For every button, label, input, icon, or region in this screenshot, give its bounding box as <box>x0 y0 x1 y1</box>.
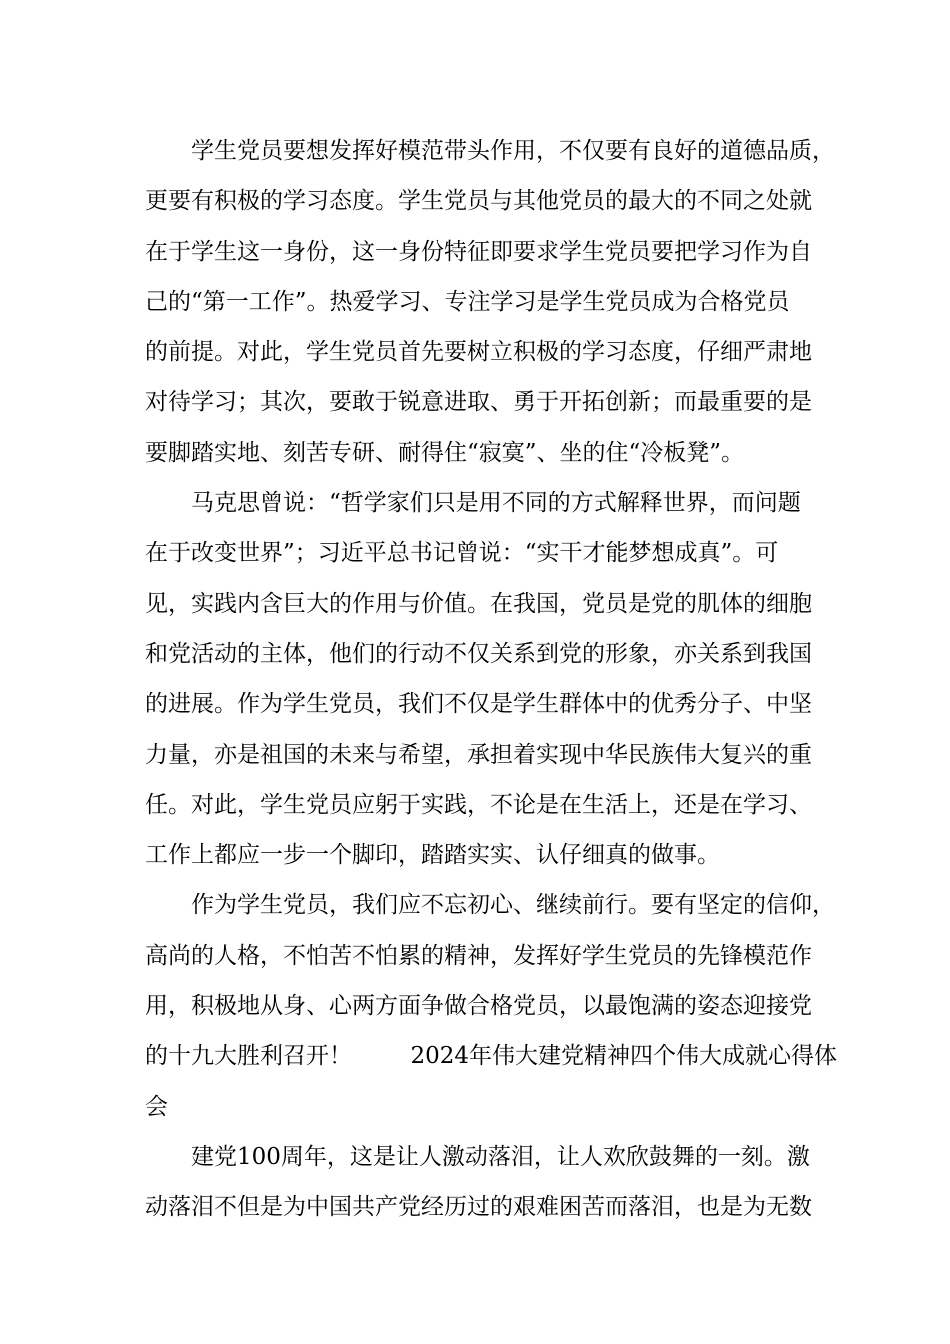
text-line: 在于改变世界”；习近平总书记曾说：“实干才能梦想成真”。可 <box>145 540 779 567</box>
text-line: 马克思曾说：“哲学家们只是用不同的方式解释世界，而问题 <box>191 490 801 517</box>
text-line: 己的“第一工作”。热爱学习、专注学习是学生党员成为合格党员 <box>145 288 790 315</box>
text-line: 的进展。作为学生党员，我们不仅是学生群体中的优秀分子、中坚 <box>145 691 812 718</box>
text-line: 动落泪不但是为中国共产党经历过的艰难困苦而落泪，也是为无数 <box>145 1194 812 1221</box>
text-line: 和党活动的主体，他们的行动不仅关系到党的形象，亦关系到我国 <box>145 640 812 667</box>
text-line: 用，积极地从身、心两方面争做合格党员，以最饱满的姿态迎接党 <box>145 993 812 1020</box>
text-line: 在于学生这一身份，这一身份特征即要求学生党员要把学习作为自 <box>145 238 812 265</box>
text-line: 的前提。对此，学生党员首先要树立积极的学习态度，仔细严肃地 <box>145 339 812 366</box>
paragraph-study-attitude <box>145 126 835 478</box>
text-line: 会 <box>145 1093 168 1120</box>
document-body <box>145 126 838 1233</box>
text-line: 的十九大胜利召开！ 2024年伟大建党精神四个伟大成就心得体 <box>145 1043 838 1070</box>
text-line: 更要有积极的学习态度。学生党员与其他党员的最大的不同之处就 <box>145 188 812 215</box>
text-line: 建党100周年，这是让人激动落泪，让人欢欣鼓舞的一刻。激 <box>191 1143 810 1170</box>
text-line: 对待学习；其次，要敢于锐意进取、勇于开拓创新；而最重要的是 <box>145 389 812 416</box>
text-line: 作为学生党员，我们应不忘初心、继续前行。要有坚定的信仰， <box>191 892 835 919</box>
text-line: 要脚踏实地、刻苦专研、耐得住“寂寞”、坐的住“冷板凳”。 <box>145 439 745 466</box>
text-line: 学生党员要想发挥好模范带头作用，不仅要有良好的道德品质， <box>191 138 835 164</box>
text-line: 高尚的人格，不怕苦不怕累的精神，发挥好学生党员的先锋模范作 <box>145 942 812 969</box>
text-line: 工作上都应一步一个脚印，踏踏实实、认仔细真的做事。 <box>145 842 720 869</box>
text-line: 力量，亦是祖国的未来与希望，承担着实现中华民族伟大复兴的重 <box>145 741 812 768</box>
paragraph-original-aspiration <box>145 880 838 1131</box>
text-line: 见，实践内含巨大的作用与价值。在我国，党员是党的肌体的细胞 <box>145 590 812 617</box>
paragraph-centenary <box>145 1132 825 1233</box>
text-line: 任。对此，学生党员应躬于实践，不论是在生活上，还是在学习、 <box>145 791 812 818</box>
paragraph-practice <box>145 478 825 880</box>
